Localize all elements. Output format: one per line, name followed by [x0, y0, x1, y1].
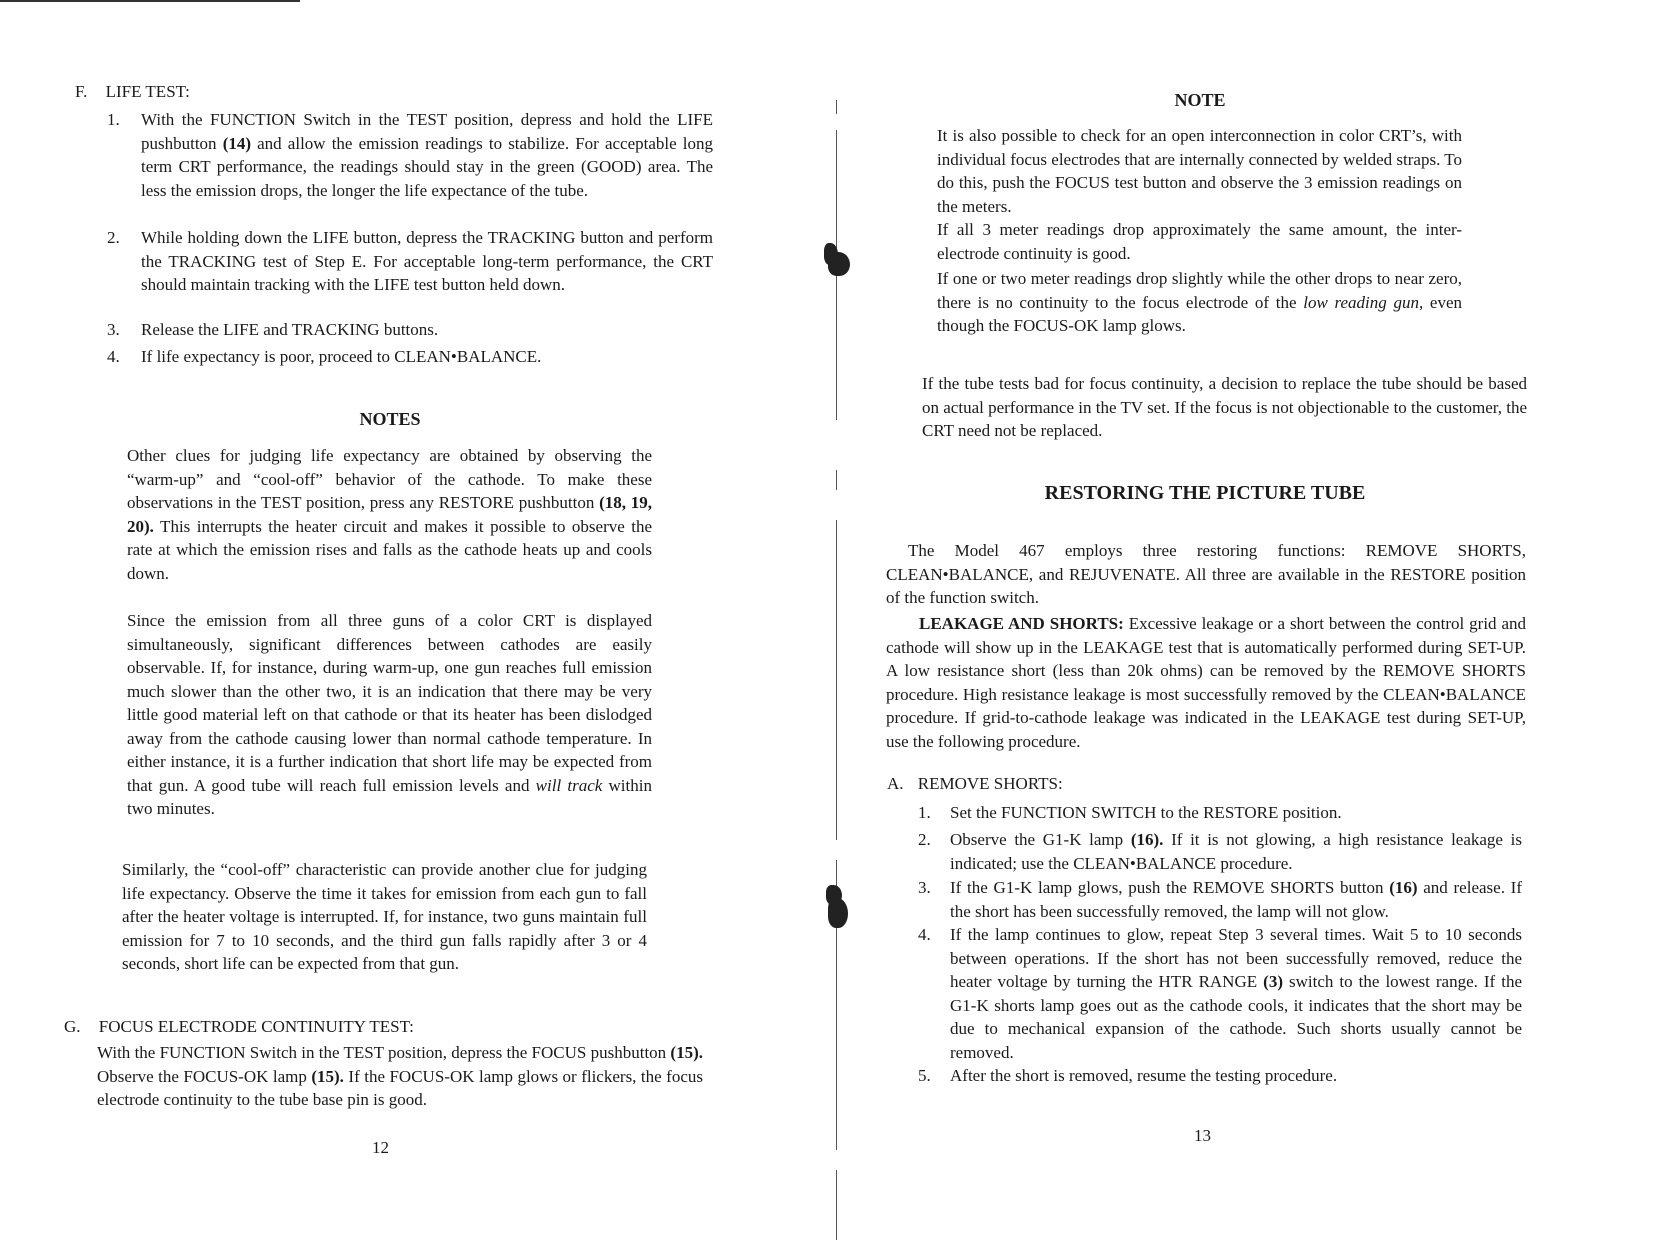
item-number: 4.: [918, 925, 931, 944]
notes-paragraph-2: Since the emission from all three guns of a color CRT is displayed simultaneously, significant differences between cathodes are easily observable. If, for instance, during warm-up, one gun reaches full emission much slower than the other two, it is an indication that there may be very little good material left on that cathode or that its heater has been dislodged away from the cathode causing lower than normal cathode temperature. In either instance, it is a further indication that short life may be expected from that gun. A good tube will reach full emission levels and will track within two minutes.: [127, 611, 652, 818]
notes-paragraph-1: Other clues for judging life expectancy are obtained by observing the “warm-up” and “cool-off” behavior of the cathode. To make these observations in the TEST position, press any RESTORE pushbutton (18, 19, 20). This interrupts the heater circuit and makes it possible to observe the rate at which the emission rises and falls as the cathode heats up and cools down.: [127, 446, 652, 583]
restoring-intro: The Model 467 employs three restoring functions: REMOVE SHORTS, CLEAN•BALANCE, and REJUVENATE. All three are available in the RESTORE position of the function switch.: [886, 541, 1526, 607]
item-text: While holding down the LIFE button, depress the TRACKING button and perform the TRACKING test of Step E. For acceptable long-term performance, the CRT should maintain tracking with the LIFE test button held down.: [141, 228, 713, 294]
section-f-heading: [75, 80, 190, 103]
notes-paragraph-3: Similarly, the “cool-off” characteristic can provide another clue for judging life expectancy. Observe the time it takes for emission from each gun to fall after the heater voltage is interrupted. If, for instance, two guns maintain full emission for 7 to 10 seconds, and the third gun falls rapidly after 3 or 4 seconds, short life can be expected from that gun.: [122, 860, 647, 973]
item-text: With the FUNCTION Switch in the TEST position, depress and hold the LIFE pushbutton (14) and allow the emission readings to stabilize. For acceptable long term CRT performance, the readings should stay in the green (GOOD) area. The less the emission drops, the longer the life expectance of the tube.: [141, 110, 714, 200]
leakage-paragraph: LEAKAGE AND SHORTS: Excessive leakage or a short between the control grid and cathode will show up in the LEAKAGE test that is automatically performed during SET-UP. A low resistance short (less than 20k ohms) can be removed by the REMOVE SHORTS procedure. High resistance leakage is most successfully removed by the CLEAN•BALANCE procedure. If grid-to-cathode leakage was indicated in the LEAKAGE test during SET-UP, use the following procedure.: [886, 614, 1526, 751]
item-number: 1.: [107, 110, 120, 129]
note-paragraph-1: It is also possible to check for an open interconnection in color CRT’s, with individual focus electrodes that are internally connected by welded straps. To do this, push the FOCUS test button and observe the 3 emission readings on the meters.: [937, 126, 1462, 216]
section-title: RESTORING THE PICTURE TUBE: [1044, 482, 1366, 504]
page-number: 12: [372, 1138, 389, 1157]
item-text: If the lamp continues to glow, repeat Step 3 several times. Wait 5 to 10 seconds between operations. If the short has not been successfully removed, reduce the heater voltage by turning the HTR RANGE (3) switch to the lowest range. If the G1-K shorts lamp goes out as the cathode cools, it indicates that the short may be due to mechanical expansion of the cathode. Such shorts usually cannot be removed.: [950, 925, 1522, 1062]
item-number: 1.: [918, 803, 931, 822]
list-item: [107, 226, 713, 297]
item-number: 3.: [107, 320, 120, 339]
item-text: Set the FUNCTION SWITCH to the RESTORE position.: [950, 803, 1342, 822]
item-text: After the short is removed, resume the testing procedure.: [950, 1066, 1338, 1085]
item-number: 4.: [107, 347, 120, 366]
list-item: [107, 318, 713, 342]
item-text: If life expectancy is poor, proceed to CLEAN•BALANCE.: [141, 347, 542, 366]
item-text: If the G1-K lamp glows, push the REMOVE SHORTS button (16) and release. If the short has been successfully removed, the lamp will not glow.: [950, 878, 1522, 921]
section-g-letter: G.: [64, 1017, 81, 1036]
section-g-text: With the FUNCTION Switch in the TEST position, depress the FOCUS pushbutton (15). Observe the FOCUS-OK lamp (15). If the FOCUS-OK lamp glows or flickers, the focus electrode continuity to the tube base pin is good.: [97, 1043, 703, 1109]
section-f-title: LIFE TEST:: [105, 82, 190, 101]
item-number: 2.: [107, 228, 120, 247]
section-g-title: FOCUS ELECTRODE CONTINUITY TEST:: [98, 1017, 414, 1036]
decision-paragraph: If the tube tests bad for focus continuity, a decision to replace the tube should be based on actual performance in the TV set. If the focus is not objectionable to the customer, the CRT need not be replaced.: [922, 374, 1527, 440]
list-item: [918, 923, 1522, 1064]
list-item: [107, 345, 713, 369]
note-paragraph-3: If one or two meter readings drop slightly while the other drops to near zero, there is no continuity to the focus electrode of the low reading gun, even though the FOCUS-OK lamp glows.: [937, 269, 1462, 335]
list-item: [918, 876, 1522, 923]
section-a-letter: A.: [887, 774, 904, 793]
item-number: 3.: [918, 878, 931, 897]
list-item: [918, 1064, 1522, 1088]
section-f-letter: F.: [75, 82, 88, 101]
list-item: [918, 801, 1522, 825]
note-paragraph-2: If all 3 meter readings drop approximately the same amount, the inter-electrode continuity is good.: [937, 220, 1462, 263]
item-text: Observe the G1-K lamp (16). If it is not glowing, a high resistance leakage is indicated; use the CLEAN•BALANCE procedure.: [950, 830, 1522, 873]
item-number: 2.: [918, 830, 931, 849]
item-number: 5.: [918, 1066, 931, 1085]
notes-title: NOTES: [359, 409, 421, 429]
right-page: [830, 0, 1658, 1222]
section-a-title: REMOVE SHORTS:: [917, 774, 1063, 793]
left-page: [0, 0, 830, 1222]
note-title: NOTE: [1174, 90, 1226, 110]
section-g-heading: [64, 1015, 414, 1038]
page-number: 13: [1194, 1126, 1211, 1145]
list-item: [107, 108, 713, 202]
list-item: [918, 828, 1522, 875]
item-text: Release the LIFE and TRACKING buttons.: [141, 320, 439, 339]
section-a-heading: [887, 772, 1063, 795]
